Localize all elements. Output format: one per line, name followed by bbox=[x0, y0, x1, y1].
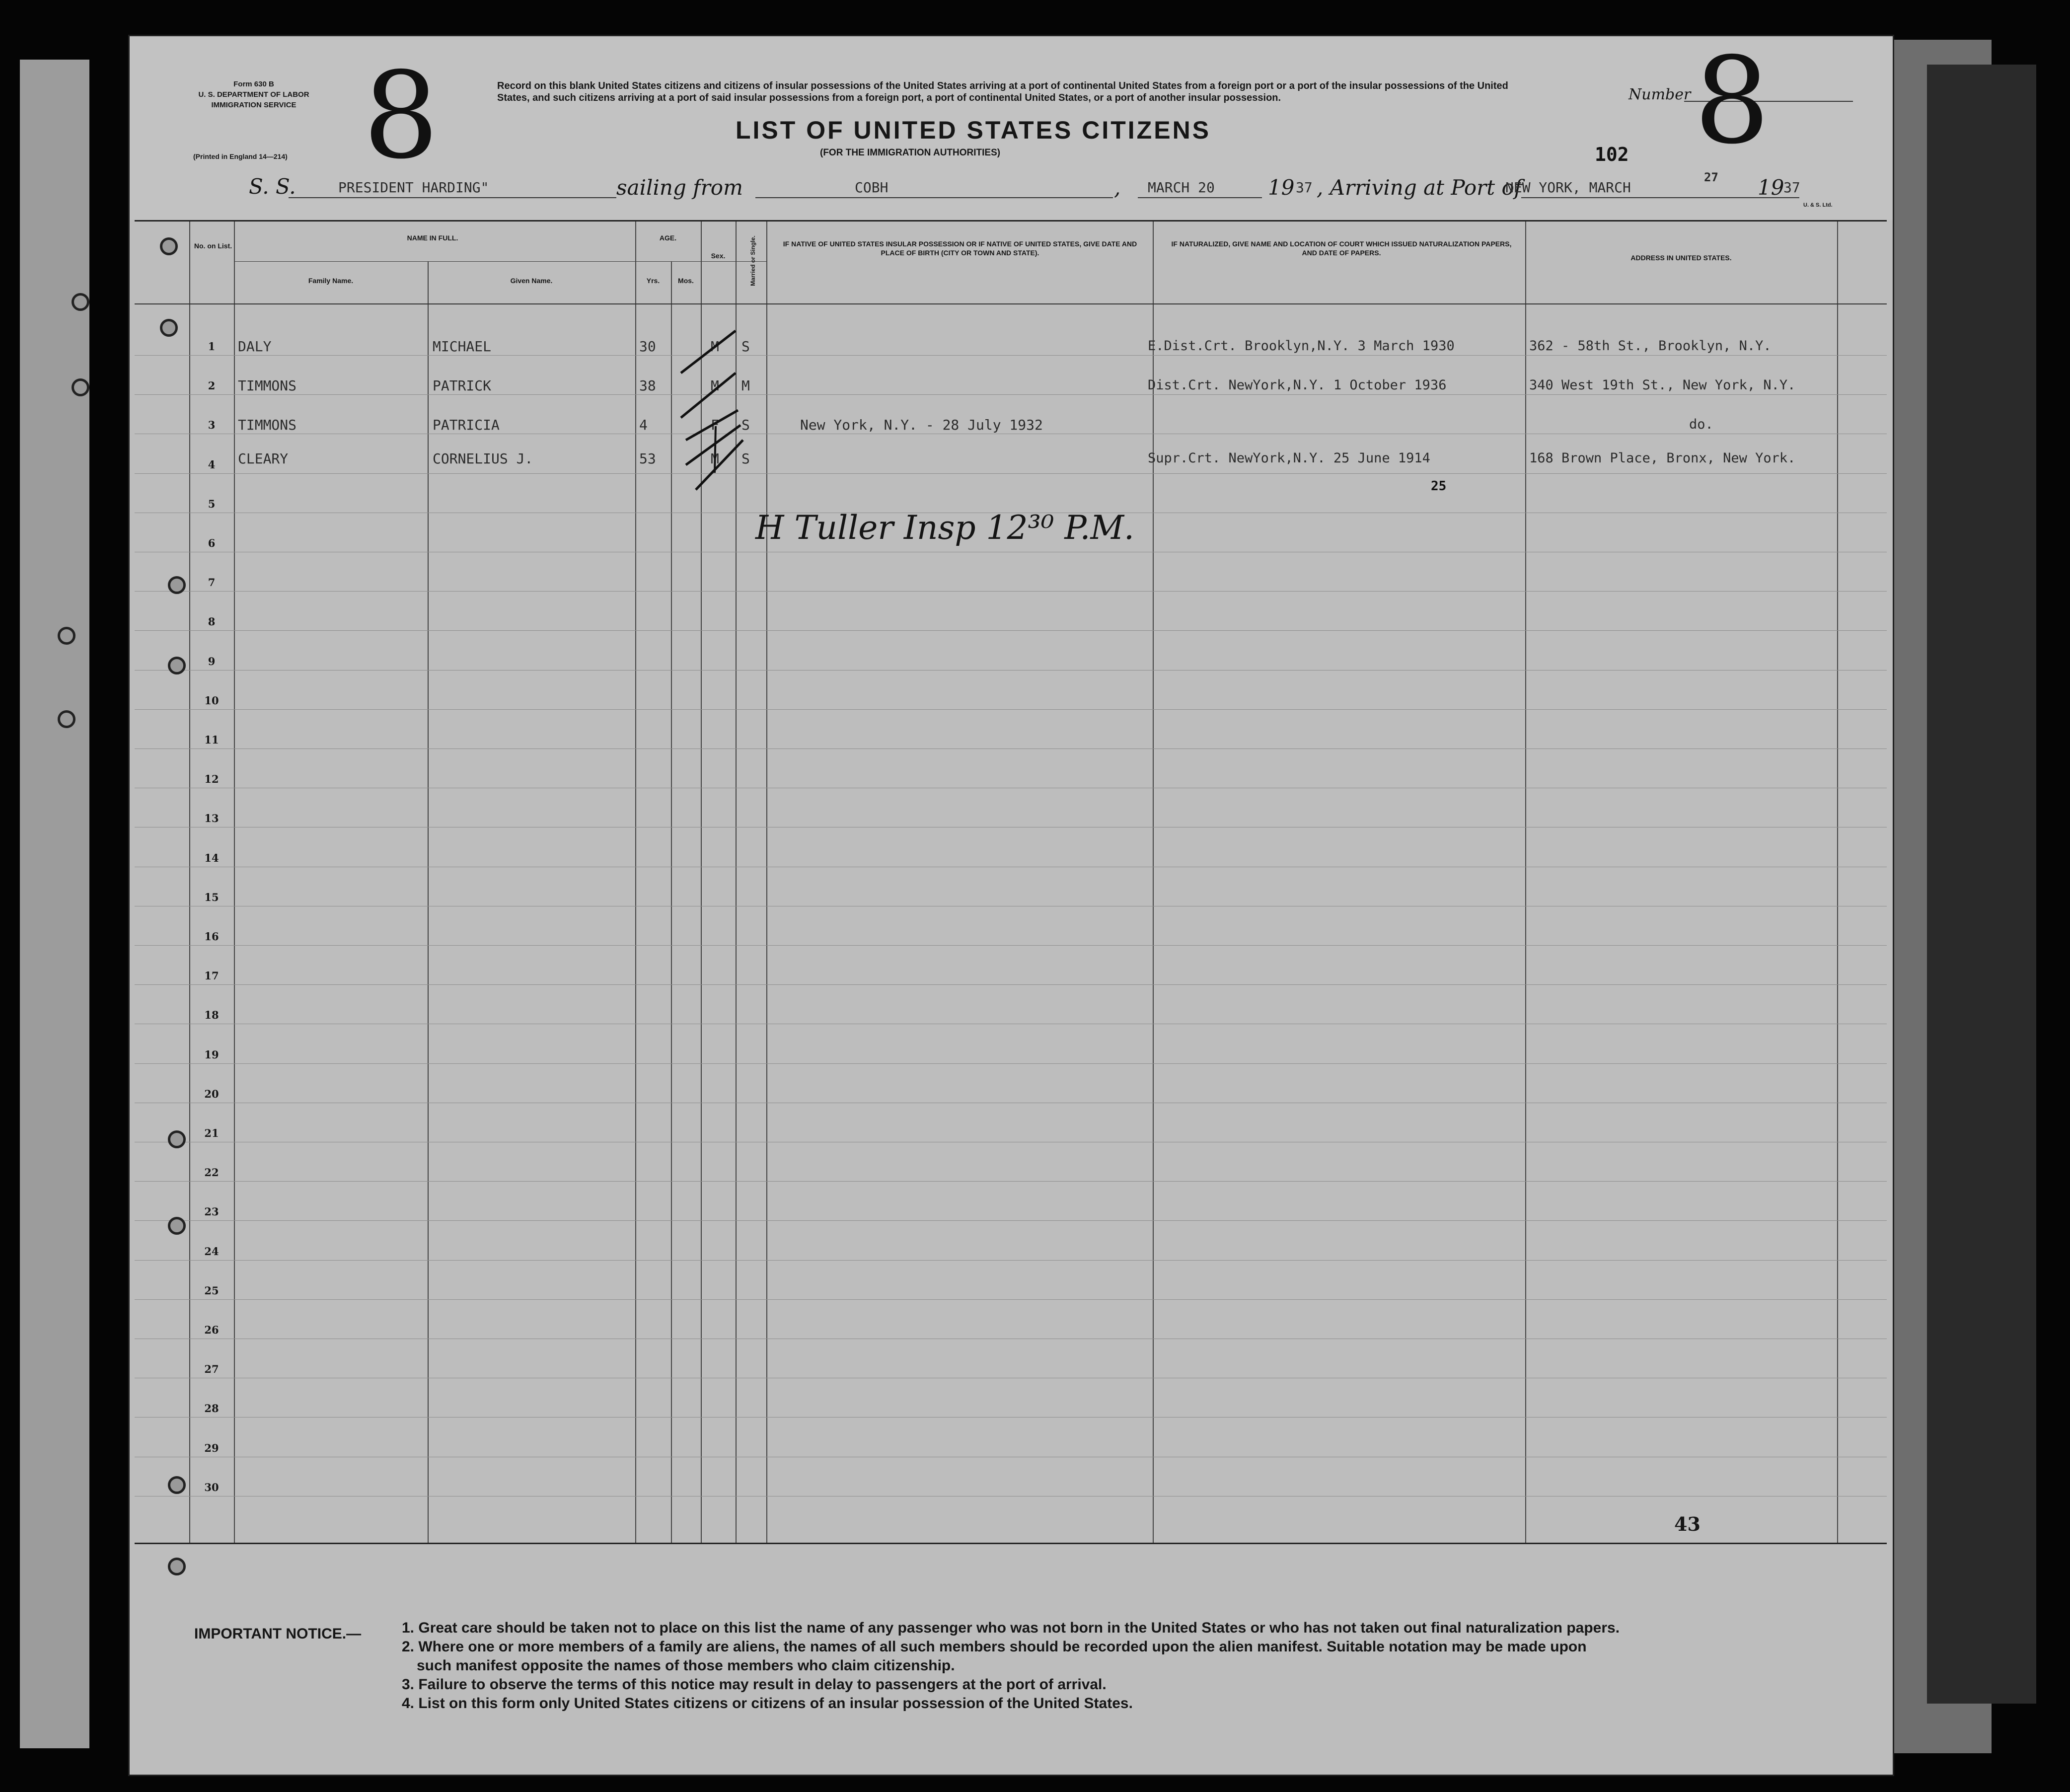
ss-label: S. S. bbox=[249, 174, 296, 199]
header-native: IF NATIVE OF UNITED STATES INSULAR POSSESSION OR IF NATIVE OF UNITED STATES, GIVE DATE AND PLACE OF BIRTH (CITY OR TOWN AND STATE). bbox=[783, 240, 1137, 257]
stamp-number: 102 bbox=[1595, 144, 1629, 165]
col-line-address bbox=[1525, 222, 1526, 1543]
cell-yrs: 53 bbox=[639, 450, 656, 467]
binder-hole bbox=[168, 1217, 186, 1235]
printed-note: (Printed in England 14—214) bbox=[193, 152, 288, 160]
row-number: 12 bbox=[204, 773, 219, 786]
row-number: 19 bbox=[204, 1048, 219, 1061]
binder-hole bbox=[168, 1558, 186, 1575]
cell-given: PATRICIA bbox=[433, 417, 500, 434]
number-label: Number bbox=[1628, 86, 1691, 103]
name-subheader-line bbox=[234, 261, 766, 262]
cell-family: TIMMONS bbox=[238, 377, 297, 394]
form-title: LIST OF UNITED STATES CITIZENS bbox=[736, 116, 1211, 144]
header-mos: Mos. bbox=[678, 277, 694, 285]
row-number: 1 bbox=[208, 340, 216, 353]
cell-ms: S bbox=[741, 450, 750, 467]
binder-hole bbox=[168, 1130, 186, 1148]
cell-court: Dist.Crt. NewYork,N.Y. 1 October 1936 bbox=[1148, 377, 1447, 393]
arrival-day: 27 bbox=[1704, 170, 1718, 184]
row-number: 11 bbox=[204, 734, 219, 746]
row-number: 21 bbox=[204, 1127, 219, 1139]
date-from-underline bbox=[1138, 197, 1262, 198]
table-row-line bbox=[135, 630, 1887, 631]
row-number: 13 bbox=[204, 812, 219, 825]
row-number: 3 bbox=[208, 419, 216, 432]
row-number: 27 bbox=[204, 1363, 219, 1376]
binder-hole bbox=[168, 657, 186, 674]
header-no: No. on List. bbox=[194, 242, 232, 250]
row-number: 17 bbox=[204, 970, 219, 982]
court-mark: 25 bbox=[1431, 479, 1447, 494]
table-row-line bbox=[135, 748, 1887, 749]
header-name-in-full: NAME IN FULL. bbox=[407, 234, 458, 242]
header-given-name: Given Name. bbox=[510, 277, 553, 285]
row-number: 18 bbox=[204, 1009, 219, 1022]
binder-hole bbox=[168, 1476, 186, 1494]
cell-court: Supr.Crt. NewYork,N.Y. 25 June 1914 bbox=[1148, 450, 1430, 466]
form-department: U. S. DEPARTMENT OF LABOR bbox=[198, 90, 309, 99]
col-line-age bbox=[635, 222, 636, 1543]
important-notice-label: IMPORTANT NOTICE.— bbox=[194, 1626, 362, 1642]
notice-item-2: 2. Where one or more members of a family are aliens, the names of all such members should be recorded upon the alien manifest. Suitable notation may be made upon bbox=[402, 1639, 1587, 1655]
ship-name: PRESIDENT HARDING" bbox=[338, 179, 489, 196]
left-page-edge bbox=[20, 60, 89, 1748]
cell-address: 168 Brown Place, Bronx, New York. bbox=[1529, 450, 1796, 466]
cell-ms: M bbox=[741, 377, 750, 394]
row-number: 24 bbox=[204, 1245, 219, 1258]
row-number: 26 bbox=[204, 1324, 219, 1336]
header-sex: Sex. bbox=[711, 252, 726, 260]
row-number: 30 bbox=[204, 1481, 219, 1493]
binder-hole bbox=[168, 576, 186, 594]
cell-yrs: 4 bbox=[639, 417, 648, 434]
table-row-line bbox=[135, 1260, 1887, 1261]
row-number: 29 bbox=[204, 1441, 219, 1454]
cell-address: 340 West 19th St., New York, N.Y. bbox=[1529, 377, 1796, 393]
row-number: 7 bbox=[208, 576, 216, 589]
col-line-naturalized bbox=[1153, 222, 1154, 1543]
pencil-tick bbox=[711, 425, 721, 475]
arriving-label: , Arriving at Port of bbox=[1317, 175, 1522, 200]
row-number: 9 bbox=[208, 655, 216, 668]
row-number: 25 bbox=[204, 1284, 219, 1297]
cell-family: CLEARY bbox=[238, 450, 289, 467]
col-line-family bbox=[234, 222, 235, 1543]
cell-family: TIMMONS bbox=[238, 417, 297, 434]
table-row-line bbox=[135, 984, 1887, 985]
form-info bbox=[179, 79, 328, 110]
right-shadow bbox=[1927, 65, 2036, 1704]
arrival-year: 37 bbox=[1783, 179, 1800, 196]
header-bottom-line bbox=[135, 303, 1887, 304]
header-naturalized: IF NATURALIZED, GIVE NAME AND LOCATION OF COURT WHICH ISSUED NATURALIZATION PAPERS, AND DATE OF PAPERS. bbox=[1171, 240, 1512, 257]
record-instructions: Record on this blank United States citizens and citizens of insular possessions of the United States arriving at a port of continental United States from a foreign port or a port of the insular possessions of the United States, and such citizens arriving at a port of said insular possessions from a foreign port, a port of continental United States, or a port of another insular possession. bbox=[497, 80, 1508, 103]
notice-item-2-cont: such manifest opposite the names of those members who claim citizenship. bbox=[417, 1657, 955, 1674]
cell-address: do. bbox=[1689, 417, 1713, 433]
cell-sex: M bbox=[711, 338, 719, 355]
header-age: AGE. bbox=[659, 234, 677, 242]
cell-court: E.Dist.Crt. Brooklyn,N.Y. 3 March 1930 bbox=[1148, 338, 1455, 354]
manifest-table bbox=[135, 220, 1887, 1544]
year-prefix-from: 19 bbox=[1268, 175, 1295, 200]
table-row-line bbox=[135, 1063, 1887, 1064]
date-from: MARCH 20 bbox=[1148, 179, 1215, 196]
notice-item-3: 3. Failure to observe the terms of this notice may result in delay to passengers at the port of arrival. bbox=[402, 1676, 1107, 1693]
header-married-single: Married or Single. bbox=[749, 235, 756, 286]
handwritten-inspector-note: H Tuller Insp 12³⁰ P.M. bbox=[755, 509, 1134, 547]
binder-hole bbox=[72, 293, 89, 311]
row-number: 6 bbox=[208, 537, 216, 549]
binder-hole bbox=[58, 710, 75, 728]
page-number: 43 bbox=[1674, 1513, 1700, 1535]
cell-birth: New York, N.Y. - 28 July 1932 bbox=[800, 417, 1043, 434]
table-row-line bbox=[135, 1220, 1887, 1221]
ship-underline bbox=[289, 197, 616, 198]
cell-yrs: 38 bbox=[639, 377, 656, 394]
cell-sex: M bbox=[711, 450, 719, 467]
cell-family: DALY bbox=[238, 338, 272, 355]
header-yrs: Yrs. bbox=[646, 277, 660, 285]
header-address: ADDRESS IN UNITED STATES. bbox=[1630, 254, 1732, 262]
form-service: IMMIGRATION SERVICE bbox=[211, 101, 296, 109]
comma-1: , bbox=[1114, 175, 1121, 200]
col-line-right bbox=[1837, 222, 1838, 1543]
row-number: 16 bbox=[204, 930, 219, 943]
cell-given: PATRICK bbox=[433, 377, 492, 394]
binder-hole bbox=[58, 627, 75, 645]
cell-address: 362 - 58th St., Brooklyn, N.Y. bbox=[1529, 338, 1772, 354]
table-row-line bbox=[135, 670, 1887, 671]
list-number-left: 8 bbox=[363, 46, 439, 185]
port-from-underline bbox=[755, 197, 1113, 198]
manifest-sheet bbox=[128, 31, 1894, 1776]
sailing-label: sailing from bbox=[616, 175, 743, 200]
cell-ms: S bbox=[741, 338, 750, 355]
table-row-line bbox=[135, 473, 1887, 474]
binder-hole bbox=[160, 237, 178, 255]
table-row-line bbox=[135, 591, 1887, 592]
list-number-right: 8 bbox=[1694, 31, 1770, 170]
cell-sex: F bbox=[711, 417, 719, 434]
row-number: 5 bbox=[208, 497, 216, 510]
table-row-line bbox=[135, 394, 1887, 395]
year-prefix-arrival: 19 bbox=[1758, 175, 1784, 200]
table-row-line bbox=[135, 1181, 1887, 1182]
row-number: 10 bbox=[204, 694, 219, 707]
binder-hole bbox=[72, 378, 89, 396]
row-number: 22 bbox=[204, 1166, 219, 1179]
table-row-line bbox=[135, 709, 1887, 710]
binder-hole bbox=[160, 319, 178, 337]
notice-item-1: 1. Great care should be taken not to place on this list the name of any passenger who was not born in the United States or who has not taken out final naturalization papers. bbox=[402, 1620, 1620, 1636]
table-row-line bbox=[135, 1417, 1887, 1418]
row-number: 15 bbox=[204, 891, 219, 903]
cell-ms: S bbox=[741, 417, 750, 434]
row-number: 2 bbox=[208, 379, 216, 392]
row-number: 4 bbox=[208, 458, 216, 471]
port-from: COBH bbox=[855, 179, 888, 196]
printer-mark: U. & S. Ltd. bbox=[1803, 202, 1833, 208]
table-row-line bbox=[135, 355, 1887, 356]
form-number: Form 630 B bbox=[233, 80, 274, 88]
cell-sex: M bbox=[711, 377, 719, 394]
row-number: 8 bbox=[208, 615, 216, 628]
header-family-name: Family Name. bbox=[308, 277, 354, 285]
cell-given: CORNELIUS J. bbox=[433, 450, 533, 467]
col-line-native bbox=[766, 222, 767, 1543]
row-number: 20 bbox=[204, 1087, 219, 1100]
row-number: 14 bbox=[204, 851, 219, 864]
row-number: 23 bbox=[204, 1205, 219, 1218]
col-line-given bbox=[428, 261, 429, 1543]
form-subtitle: (FOR THE IMMIGRATION AUTHORITIES) bbox=[820, 148, 1001, 158]
table-row-line bbox=[135, 945, 1887, 946]
table-row-line bbox=[135, 1299, 1887, 1300]
row-number: 28 bbox=[204, 1402, 219, 1415]
notice-item-4: 4. List on this form only United States citizens or citizens of an insular possession of the United States. bbox=[402, 1695, 1133, 1712]
port-arrival: NEW YORK, MARCH bbox=[1505, 179, 1631, 196]
year-from: 37 bbox=[1296, 179, 1313, 196]
cell-given: MICHAEL bbox=[433, 338, 492, 355]
cell-yrs: 30 bbox=[639, 338, 656, 355]
